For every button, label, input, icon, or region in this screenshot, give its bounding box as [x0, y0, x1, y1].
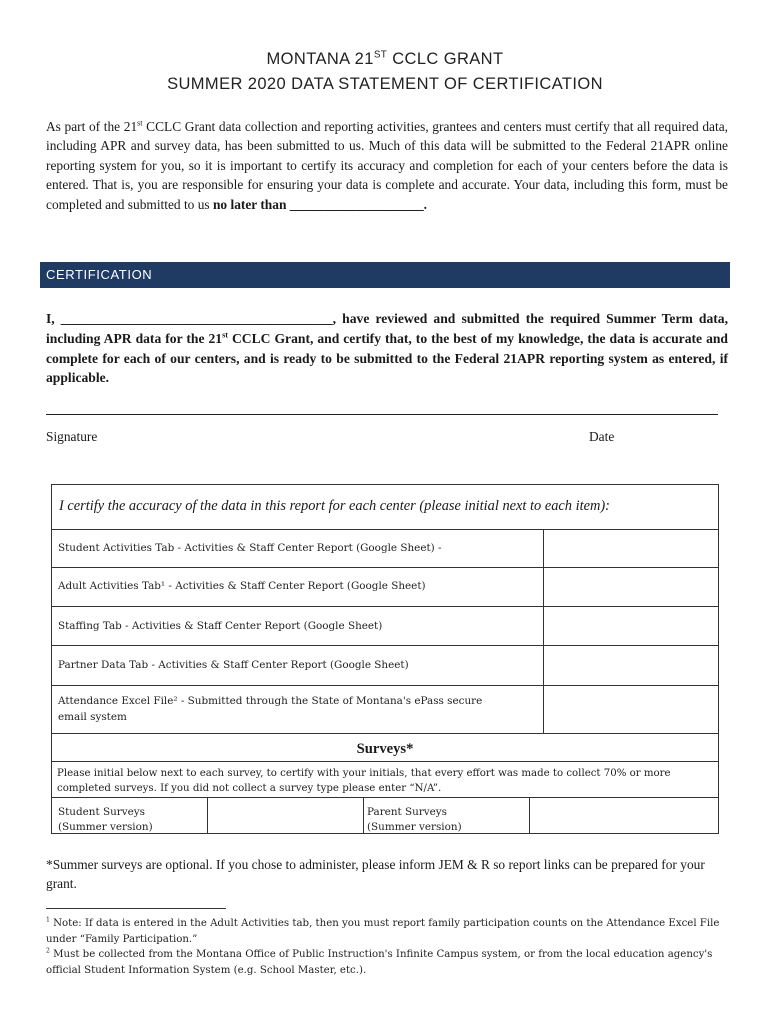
certification-statement: I, ________________________________________, have reviewed and submitted the required Summer Term data, including APR data for the 21st CCLC Grant, and certify that, to the best of my knowledge, the data is accurate and complete for each of our centers, and is ready to be submitted to the Federal 21APR reporting system as entered, if applicable. — [46, 311, 728, 386]
initial-cell-student-activities[interactable] — [544, 530, 718, 567]
document-title: MONTANA 21ST CCLC GRANT — [266, 49, 504, 68]
footnote-2: $^2$ Must be collected from the Montana Office of Public Instruction's Infinite Campus system, or from the local education agency's official Student Information System (e.g. School Master, etc.). — [46, 947, 713, 976]
initial-cell-attendance[interactable] — [544, 686, 718, 733]
item-partner-data: Partner Data Tab - Activities & Staff Center Report (Google Sheet) — [58, 659, 409, 671]
row-divider — [51, 733, 719, 734]
initial-cell-staffing[interactable] — [544, 607, 718, 645]
signature-line[interactable] — [46, 414, 718, 415]
initial-cell-adult-activities[interactable] — [544, 568, 718, 606]
student-surveys-initial-cell[interactable] — [208, 798, 363, 833]
survey-column-divider — [363, 797, 364, 834]
optional-surveys-note: *Summer surveys are optional. If you chose to administer, please inform JEM & R so report links can be prepared for your grant. — [46, 857, 705, 891]
footnote-1: $^1$ Note: If data is entered in the Adult Activities tab, then you must report family participation counts on the Attendance Excel File under “Family Participation.” — [46, 916, 720, 945]
initial-cell-partner-data[interactable] — [544, 646, 718, 685]
row-divider — [51, 761, 719, 762]
certification-banner: CERTIFICATION — [40, 262, 730, 288]
footnote-divider — [46, 908, 226, 909]
parent-surveys-version: (Summer version) — [367, 821, 462, 833]
date-label: Date — [589, 429, 615, 444]
parent-surveys-label: Parent Surveys — [367, 806, 448, 818]
deadline-text: no later than ____________________. — [212, 196, 427, 212]
surveys-note: Please initial below next to each survey, to certify with your initials, that every effort was made to collect 70% or more completed surveys. If you did not collect a survey type please enter “N/A”. — [57, 768, 671, 794]
signature-label: Signature — [46, 429, 98, 444]
intro-paragraph: As part of the 21st CCLC Grant data collection and reporting activities, grantees and centers must certify that all required data, including APR and survey data, has been submitted to us. Much of this data will be submitted to the Federal 21APR online reporting system for you, so it is important to certify its accuracy and completion for each of your centers before the data is entered. That is, you are responsible for ensuring your data is complete and accurate. Your data, including this form, must be completed and submitted to us no later than ____________________. — [46, 118, 728, 212]
student-surveys-version: (Summer version) — [58, 821, 153, 833]
student-surveys-label: Student Surveys — [58, 806, 145, 818]
item-student-activities: Student Activities Tab - Activities & Staff Center Report (Google Sheet) - — [58, 542, 442, 554]
item-staffing: Staffing Tab - Activities & Staff Center Report (Google Sheet) — [58, 620, 383, 632]
item-adult-activities: Adult Activities Tab¹ - Activities & Staff Center Report (Google Sheet) — [58, 580, 426, 592]
item-attendance-line1: Attendance Excel File² - Submitted through the State of Montana's ePass secure — [58, 695, 483, 707]
document-subtitle: SUMMER 2020 DATA STATEMENT OF CERTIFICATION — [167, 75, 603, 93]
surveys-title: Surveys* — [356, 741, 414, 757]
parent-surveys-initial-cell[interactable] — [530, 798, 718, 833]
table-heading: I certify the accuracy of the data in this report for each center (please initial next to each item): — [59, 498, 610, 514]
item-attendance-line2: email system — [58, 711, 127, 723]
